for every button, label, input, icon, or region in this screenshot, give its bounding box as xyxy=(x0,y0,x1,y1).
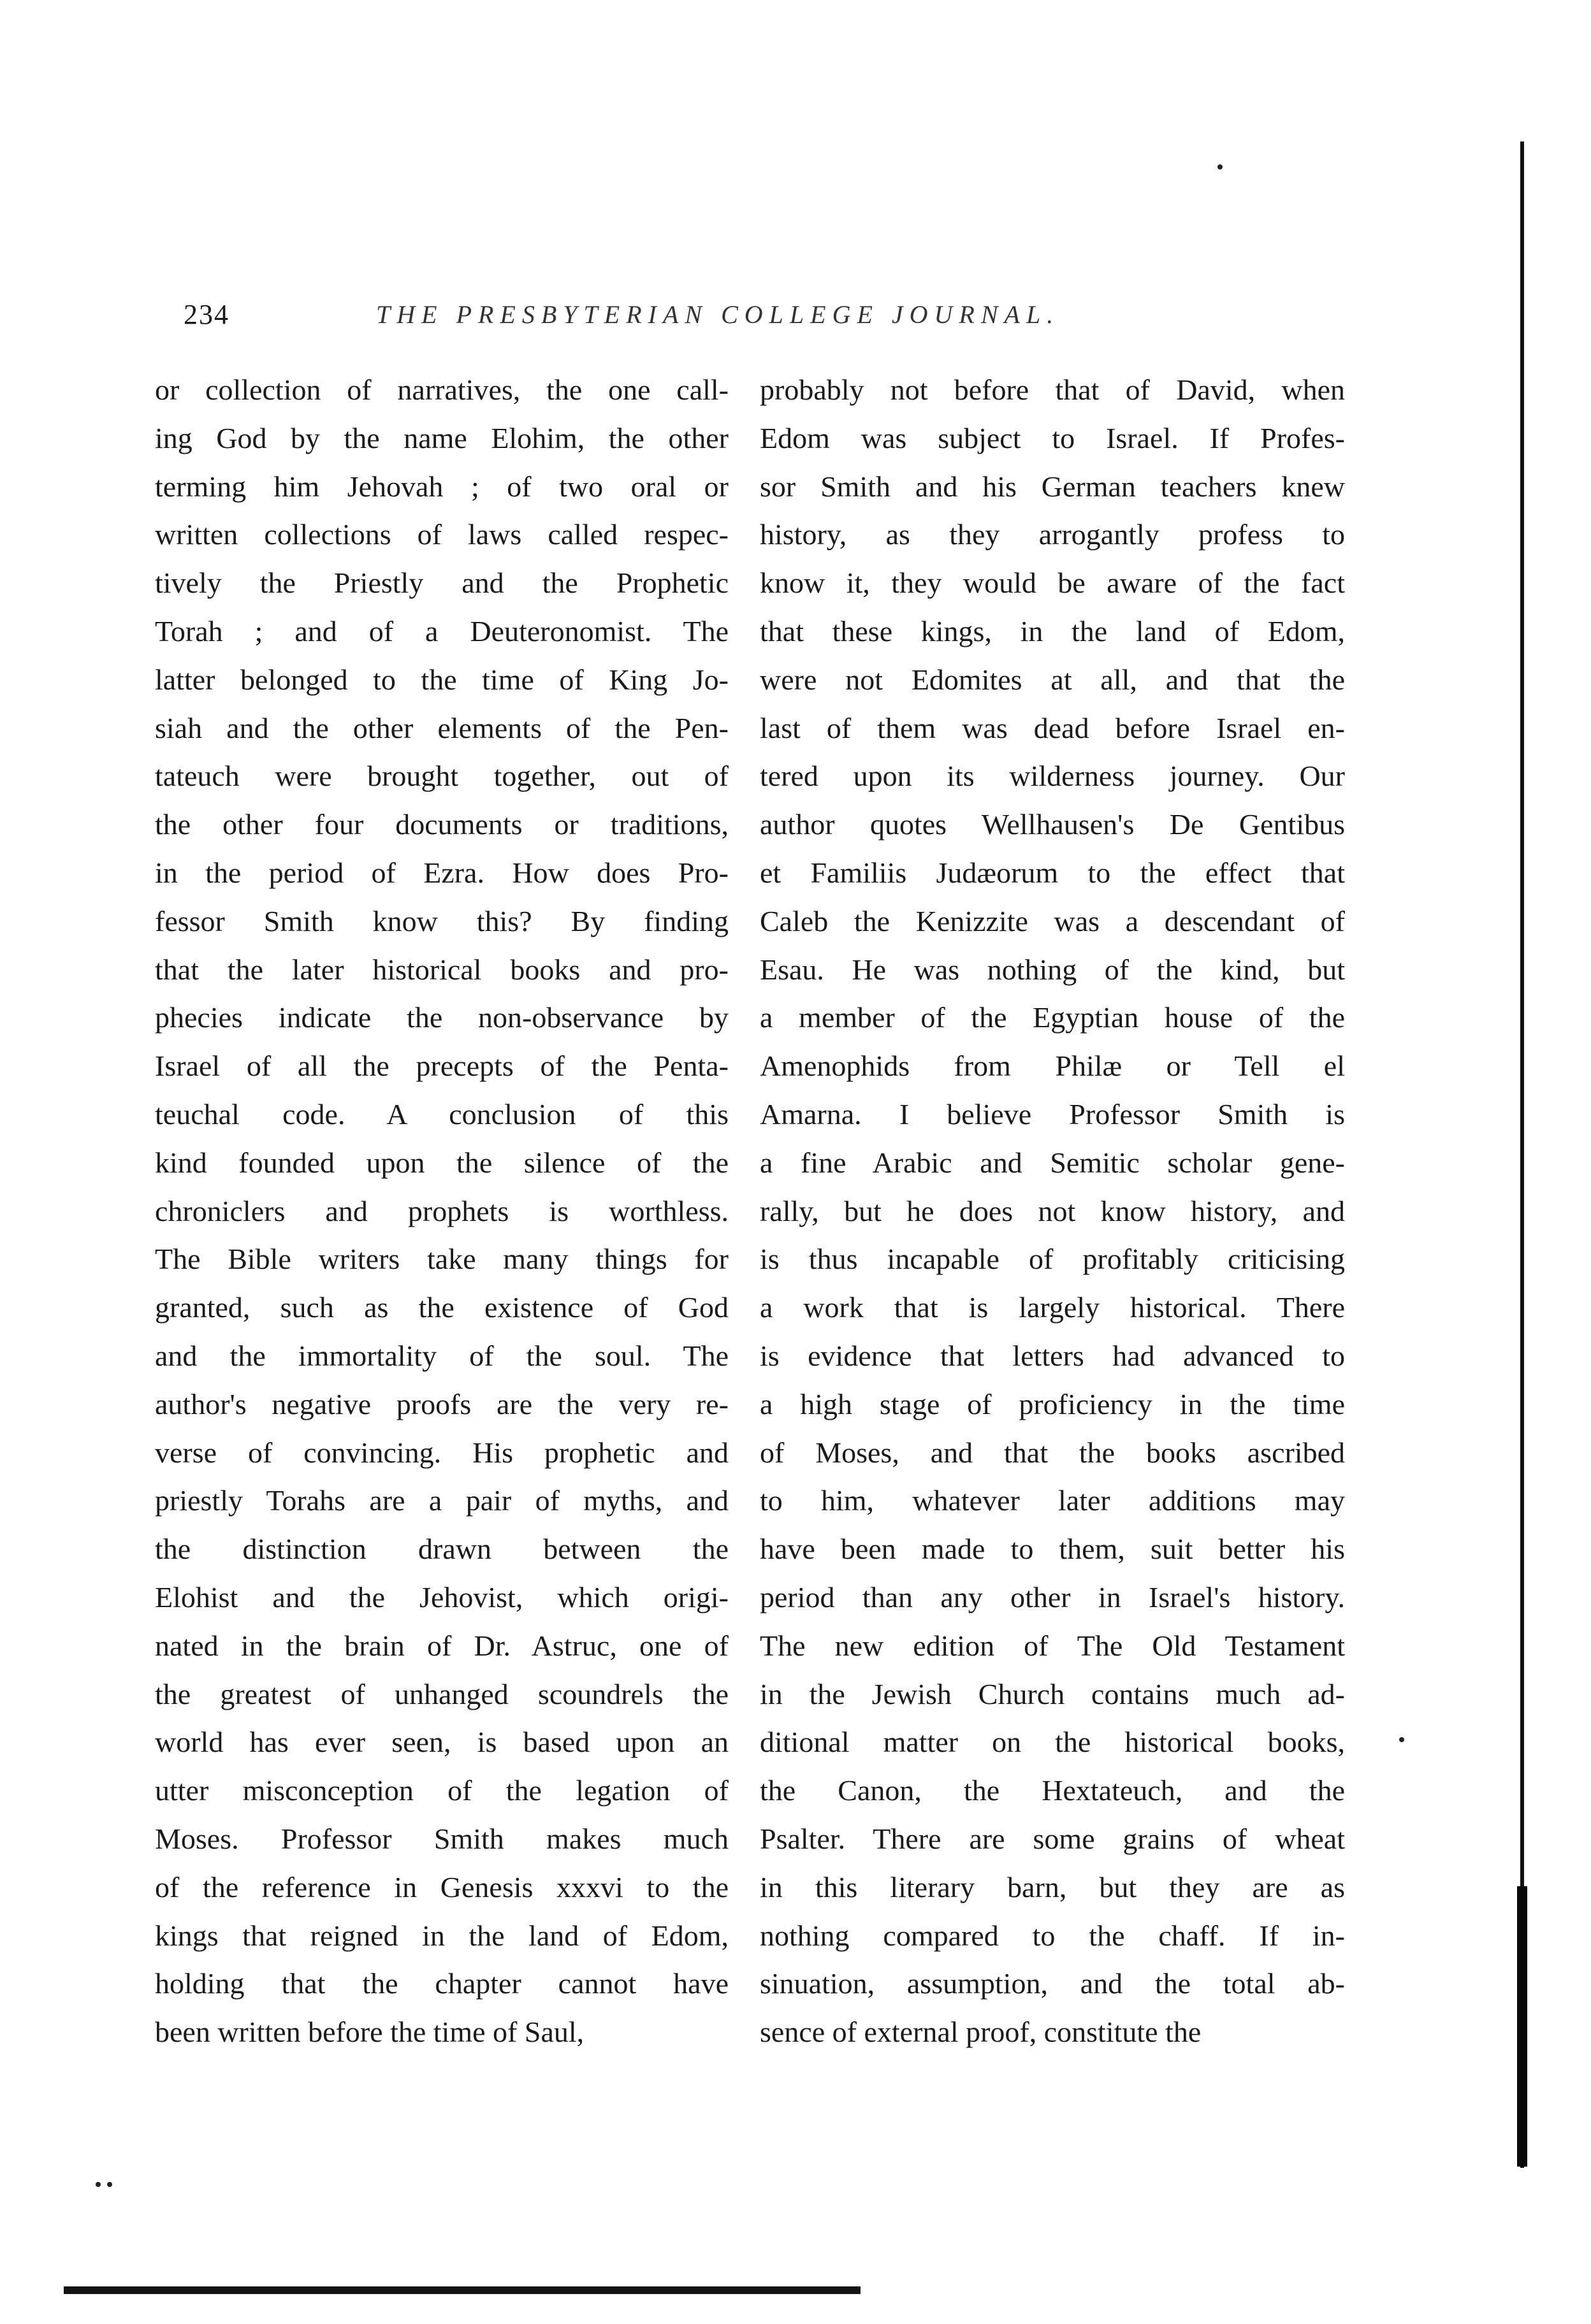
right-column-line: ditional matter on the historical books, xyxy=(760,1726,1345,1759)
page-edge-bottom xyxy=(64,2286,861,2294)
left-column-line: phecies indicate the non-observance by xyxy=(155,1001,729,1034)
right-column-line: Amenophids from Philæ or Tell el xyxy=(760,1050,1345,1083)
left-column-line: terming him Jehovah ; of two oral or xyxy=(155,470,729,503)
left-column-line: written collections of laws called respec- xyxy=(155,518,729,551)
right-column-line: Edom was subject to Israel. If Profes- xyxy=(760,421,1345,454)
left-column-line: and the immortality of the soul. The xyxy=(155,1339,729,1372)
left-column-line: in the period of Ezra. How does Pro- xyxy=(155,856,729,889)
right-column-line: rally, but he does not know history, and xyxy=(760,1194,1345,1227)
left-column-line: ing God by the name Elohim, the other xyxy=(155,421,729,454)
left-column-line: The Bible writers take many things for xyxy=(155,1243,729,1276)
left-column-line: author's negative proofs are the very re- xyxy=(155,1387,729,1420)
left-column-line: chroniclers and prophets is worthless. xyxy=(155,1194,729,1227)
page-edge-right-shadow xyxy=(1517,1886,1527,2167)
right-column-line: to him, whatever later additions may xyxy=(760,1484,1345,1517)
left-column-line: world has ever seen, is based upon an xyxy=(155,1726,729,1759)
scan-speck xyxy=(107,2182,112,2187)
left-column-line: the greatest of unhanged scoundrels the xyxy=(155,1677,729,1710)
left-column-line: siah and the other elements of the Pen- xyxy=(155,711,729,744)
scan-speck xyxy=(96,2182,101,2187)
right-column-line: that these kings, in the land of Edom, xyxy=(760,614,1345,647)
left-column-line: kind founded upon the silence of the xyxy=(155,1146,729,1179)
right-column-line: the Canon, the Hextateuch, and the xyxy=(760,1774,1345,1807)
left-column-line: granted, such as the existence of God xyxy=(155,1291,729,1324)
right-column-line: The new edition of The Old Testament xyxy=(760,1629,1345,1662)
left-column-line: kings that reigned in the land of Edom, xyxy=(155,1919,729,1952)
left-column-line: Israel of all the precepts of the Penta- xyxy=(155,1050,729,1083)
left-column-line: holding that the chapter cannot have xyxy=(155,1967,729,2000)
right-column-line: sor Smith and his German teachers knew xyxy=(760,470,1345,503)
scan-speck xyxy=(1399,1737,1404,1742)
right-column-line: a high stage of proficiency in the time xyxy=(760,1387,1345,1420)
right-column-line: nothing compared to the chaff. If in- xyxy=(760,1919,1345,1952)
left-column-line: tively the Priestly and the Prophetic xyxy=(155,567,729,600)
right-column-line: et Familiis Judæorum to the effect that xyxy=(760,856,1345,889)
right-column-line: Amarna. I believe Professor Smith is xyxy=(760,1097,1345,1130)
right-column-line: probably not before that of David, when xyxy=(760,373,1345,406)
right-column-line: sence of external proof, constitute the xyxy=(760,2016,1202,2049)
right-column-line: a fine Arabic and Semitic scholar gene- xyxy=(760,1146,1345,1179)
right-column-line: a work that is largely historical. There xyxy=(760,1291,1345,1324)
right-column-line: in the Jewish Church contains much ad- xyxy=(760,1677,1345,1710)
left-column-line: that the later historical books and pro- xyxy=(155,953,729,986)
left-column xyxy=(155,366,729,2056)
right-column-line: have been made to them, suit better his xyxy=(760,1533,1345,1566)
right-column-line: tered upon its wilderness journey. Our xyxy=(760,760,1345,793)
running-head: THE PRESBYTERIAN COLLEGE JOURNAL. xyxy=(376,300,1060,329)
left-column-line: latter belonged to the time of King Jo- xyxy=(155,663,729,696)
right-column-line: author quotes Wellhausen's De Gentibus xyxy=(760,808,1345,841)
right-column-line: Esau. He was nothing of the kind, but xyxy=(760,953,1345,986)
scan-speck xyxy=(1217,164,1223,170)
right-column-line: last of them was dead before Israel en- xyxy=(760,711,1345,744)
page-edge-right xyxy=(1520,141,1524,2168)
left-column-line: tateuch were brought together, out of xyxy=(155,760,729,793)
right-column-line: is thus incapable of profitably criticising xyxy=(760,1243,1345,1276)
right-column-line: Caleb the Kenizzite was a descendant of xyxy=(760,904,1345,937)
right-column xyxy=(760,366,1345,2056)
left-column-line: verse of convincing. His prophetic and xyxy=(155,1436,729,1469)
right-column-line: history, as they arrogantly profess to xyxy=(760,518,1345,551)
left-column-line: the other four documents or traditions, xyxy=(155,808,729,841)
left-column-line: Moses. Professor Smith makes much xyxy=(155,1822,729,1855)
right-column-line: is evidence that letters had advanced to xyxy=(760,1339,1345,1372)
right-column-line: Psalter. There are some grains of wheat xyxy=(760,1822,1345,1855)
left-column-line: fessor Smith know this? By finding xyxy=(155,904,729,937)
right-column-line: of Moses, and that the books ascribed xyxy=(760,1436,1345,1469)
left-column-line: been written before the time of Saul, xyxy=(155,2016,585,2049)
left-column-line: teuchal code. A conclusion of this xyxy=(155,1097,729,1130)
right-column-line: know it, they would be aware of the fact xyxy=(760,567,1345,600)
left-column-line: nated in the brain of Dr. Astruc, one of xyxy=(155,1629,729,1662)
left-column-line: Torah ; and of a Deuteronomist. The xyxy=(155,614,729,647)
left-column-line: or collection of narratives, the one call- xyxy=(155,373,729,406)
right-column-line: a member of the Egyptian house of the xyxy=(760,1001,1345,1034)
right-column-line: period than any other in Israel's history. xyxy=(760,1580,1345,1613)
right-column-line: sinuation, assumption, and the total ab- xyxy=(760,1967,1345,2000)
left-column-line: priestly Torahs are a pair of myths, and xyxy=(155,1484,729,1517)
left-column-line: Elohist and the Jehovist, which origi- xyxy=(155,1580,729,1613)
left-column-line: utter misconception of the legation of xyxy=(155,1774,729,1807)
right-column-line: in this literary barn, but they are as xyxy=(760,1870,1345,1903)
right-column-line: were not Edomites at all, and that the xyxy=(760,663,1345,696)
left-column-line: of the reference in Genesis xxxvi to the xyxy=(155,1870,729,1903)
left-column-line: the distinction drawn between the xyxy=(155,1533,729,1566)
page-number: 234 xyxy=(184,299,229,330)
